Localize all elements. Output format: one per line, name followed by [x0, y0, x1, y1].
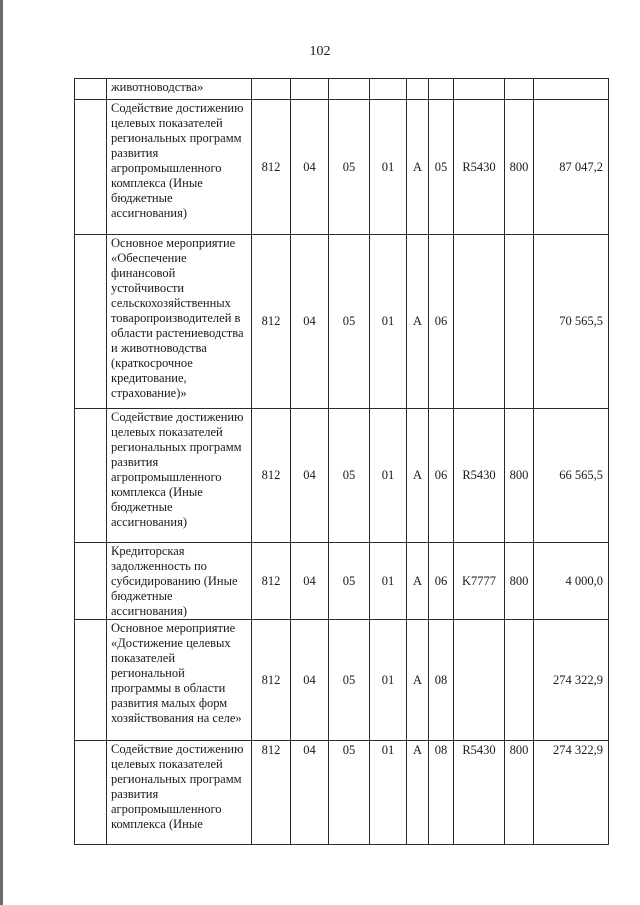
event-code: 06: [429, 235, 454, 409]
subprogram-letter: А: [407, 235, 429, 409]
section-code: 04: [291, 409, 329, 543]
event-code: 06: [429, 543, 454, 620]
direction-code: R5430: [454, 741, 505, 845]
table-row: [75, 79, 609, 100]
budget-table: [74, 78, 609, 845]
section-code: 04: [291, 235, 329, 409]
direction-code: [454, 235, 505, 409]
program-code: 01: [370, 235, 407, 409]
subsection-code: 05: [329, 100, 370, 235]
ministry-code: 812: [252, 409, 291, 543]
event-code: 08: [429, 741, 454, 845]
row-description: животноводства»: [107, 79, 252, 100]
row-description: Содействие достижению целевых показателей региональных программ развития агропромышленного комплекса (Иные бюджетные ассигнования): [107, 100, 252, 235]
amount: 274 322,9: [534, 741, 609, 845]
event-code: 06: [429, 409, 454, 543]
section-code: 04: [291, 620, 329, 741]
expense-type-code: 800: [505, 741, 534, 845]
program-code: [370, 79, 407, 100]
ministry-code: 812: [252, 741, 291, 845]
table-row: [75, 741, 609, 845]
expense-type-code: [505, 79, 534, 100]
table-row: [75, 235, 609, 409]
direction-code: K7777: [454, 543, 505, 620]
expense-type-code: [505, 620, 534, 741]
row-description: Содействие достижению целевых показателей региональных программ развития агропромышленного комплекса (Иные бюджетные ассигнования): [107, 409, 252, 543]
amount: 70 565,5: [534, 235, 609, 409]
blank-cell: [75, 620, 107, 741]
direction-code: R5430: [454, 409, 505, 543]
row-description: Содействие достижению целевых показателей региональных программ развития агропромышленного комплекса (Иные: [107, 741, 252, 845]
ministry-code: 812: [252, 100, 291, 235]
subprogram-letter: [407, 79, 429, 100]
subprogram-letter: А: [407, 620, 429, 741]
event-code: 05: [429, 100, 454, 235]
page-number: 102: [309, 44, 331, 59]
table-row: [75, 543, 609, 620]
table-row: [75, 620, 609, 741]
program-code: 01: [370, 620, 407, 741]
event-code: 08: [429, 620, 454, 741]
ministry-code: [252, 79, 291, 100]
table-row: [75, 409, 609, 543]
amount: 274 322,9: [534, 620, 609, 741]
program-code: 01: [370, 543, 407, 620]
subsection-code: 05: [329, 620, 370, 741]
subprogram-letter: А: [407, 741, 429, 845]
section-code: [291, 79, 329, 100]
row-description: Основное мероприятие «Достижение целевых показателей региональной программы в области развития малых форм хозяйствования на селе»: [107, 620, 252, 741]
subsection-code: 05: [329, 543, 370, 620]
program-code: 01: [370, 409, 407, 543]
amount: 66 565,5: [534, 409, 609, 543]
ministry-code: 812: [252, 543, 291, 620]
program-code: 01: [370, 100, 407, 235]
ministry-code: 812: [252, 235, 291, 409]
section-code: 04: [291, 100, 329, 235]
subsection-code: [329, 79, 370, 100]
subsection-code: 05: [329, 409, 370, 543]
blank-cell: [75, 235, 107, 409]
direction-code: R5430: [454, 100, 505, 235]
scan-left-edge: [0, 0, 3, 905]
expense-type-code: 800: [505, 100, 534, 235]
table-row: [75, 100, 609, 235]
direction-code: [454, 79, 505, 100]
row-description: Основное мероприятие «Обеспечение финансовой устойчивости сельскохозяйственных товаропроизводителей в области растениеводства и животноводства (краткосрочное кредитование, страхование)»: [107, 235, 252, 409]
amount: 4 000,0: [534, 543, 609, 620]
subprogram-letter: А: [407, 409, 429, 543]
program-code: 01: [370, 741, 407, 845]
section-code: 04: [291, 741, 329, 845]
subsection-code: 05: [329, 235, 370, 409]
ministry-code: 812: [252, 620, 291, 741]
expense-type-code: 800: [505, 409, 534, 543]
subprogram-letter: А: [407, 543, 429, 620]
blank-cell: [75, 543, 107, 620]
amount: [534, 79, 609, 100]
direction-code: [454, 620, 505, 741]
blank-cell: [75, 409, 107, 543]
subsection-code: 05: [329, 741, 370, 845]
expense-type-code: 800: [505, 543, 534, 620]
row-description: Кредиторская задолженность по субсидированию (Иные бюджетные ассигнования): [107, 543, 252, 620]
blank-cell: [75, 741, 107, 845]
event-code: [429, 79, 454, 100]
blank-cell: [75, 79, 107, 100]
blank-cell: [75, 100, 107, 235]
subprogram-letter: А: [407, 100, 429, 235]
section-code: 04: [291, 543, 329, 620]
expense-type-code: [505, 235, 534, 409]
amount: 87 047,2: [534, 100, 609, 235]
